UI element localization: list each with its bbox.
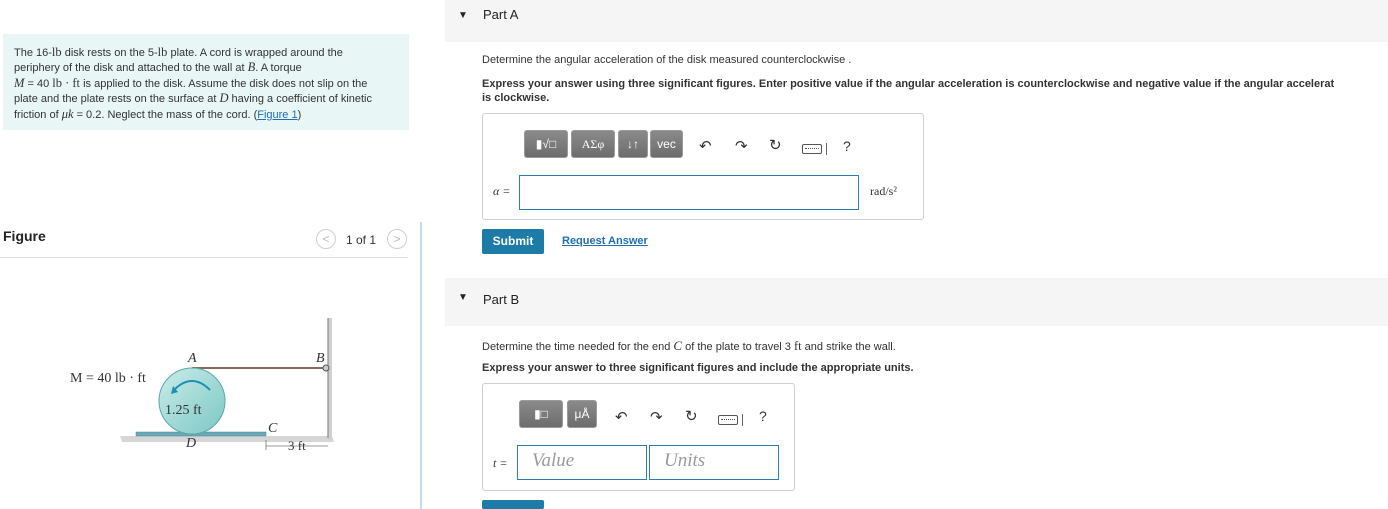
request-answer-link[interactable]: Request Answer — [562, 235, 648, 247]
help-icon[interactable]: ? — [843, 138, 851, 154]
value-placeholder: Value — [532, 450, 575, 471]
part-a-title: Part A — [483, 7, 519, 22]
symbol-m: M — [14, 75, 25, 90]
problem-text: The 16- — [14, 47, 52, 59]
undo-icon[interactable]: ↶ — [699, 138, 712, 155]
part-b-answer-box — [482, 383, 795, 491]
figure-link[interactable]: Figure 1 — [257, 108, 298, 121]
sort-arrows-button[interactable]: ↓↑ — [618, 130, 648, 158]
part-a-question: Determine the angular acceleration of the disk measured counterclockwise . — [482, 54, 852, 66]
part-b-header[interactable] — [445, 278, 1388, 326]
keyboard-icon[interactable] — [718, 415, 738, 425]
alpha-label: α = — [493, 184, 511, 198]
reset-icon[interactable]: ↻ — [769, 137, 782, 154]
question-text: and strike the wall. — [801, 341, 896, 353]
part-a-instruction: Express your answer using three significant figures. Enter positive value if the angular acceleration is counterclockwise and negative value if the angular accelerat — [482, 78, 1335, 90]
label-c: C — [268, 421, 278, 436]
units-placeholder: Units — [664, 450, 706, 471]
symbol-c: C — [673, 338, 683, 353]
part-b-instruction: Express your answer to three significant figures and include the appropriate units. — [482, 362, 914, 374]
figure-counter: 1 of 1 — [346, 233, 377, 247]
part-a-header[interactable] — [445, 0, 1388, 42]
question-text: of the plate to travel 3 — [682, 341, 794, 353]
part-a-instruction-cont: is clockwise. — [482, 92, 550, 104]
value-input[interactable] — [517, 445, 647, 480]
problem-text: disk rests on the 5- — [61, 47, 158, 59]
redo-icon[interactable]: ↷ — [650, 409, 663, 426]
undo-icon[interactable]: ↶ — [615, 409, 628, 426]
label-d: D — [186, 436, 197, 451]
collapse-arrow-icon[interactable]: ▼ — [458, 292, 468, 303]
label-a: A — [188, 351, 197, 366]
reset-icon[interactable]: ↻ — [685, 408, 698, 425]
greek-symbols-button[interactable]: ΑΣφ — [571, 130, 615, 158]
unit-lb: lb — [51, 45, 62, 59]
label-radius: 1.25 ft — [165, 403, 202, 418]
symbol-d: D — [219, 91, 229, 106]
toolbar-separator — [826, 143, 827, 155]
keyboard-icon[interactable] — [802, 144, 822, 154]
symbol-b: B — [247, 60, 256, 75]
vector-button[interactable]: vec — [650, 130, 683, 158]
problem-text: = 0.2. Neglect the mass of the cord. ( — [73, 108, 258, 121]
symbol-mu: μk — [61, 106, 74, 121]
time-label: t = — [493, 456, 508, 470]
redo-icon[interactable]: ↷ — [735, 138, 748, 155]
help-icon[interactable]: ? — [759, 408, 767, 424]
toolbar-separator — [742, 414, 743, 426]
torque-units: lb · ft — [52, 75, 81, 90]
figure-diagram — [60, 310, 350, 470]
part-b-question — [482, 338, 896, 354]
next-figure-button[interactable]: > — [387, 229, 407, 249]
panel-divider — [420, 222, 422, 509]
left-panel — [0, 0, 420, 509]
alpha-units: rad/s² — [870, 184, 897, 198]
problem-text: . A torque — [255, 62, 302, 75]
collapse-arrow-icon[interactable]: ▼ — [458, 10, 468, 21]
part-b-title: Part B — [483, 292, 520, 307]
label-distance: 3 ft — [288, 438, 306, 453]
problem-text: ) — [297, 108, 302, 121]
previous-figure-button[interactable]: < — [316, 229, 336, 249]
wall — [328, 318, 332, 440]
problem-statement — [3, 34, 409, 130]
units-input[interactable] — [649, 445, 779, 480]
part-a-answer-box — [482, 113, 924, 220]
problem-text: plate. A cord is wrapped around the — [167, 47, 343, 59]
problem-text: periphery of the disk and attached to the wall at — [14, 62, 248, 75]
problem-text: friction of — [14, 108, 62, 121]
figure-title: Figure — [3, 228, 46, 244]
templates-button[interactable]: ▮□ — [519, 400, 563, 428]
templates-button[interactable]: ▮√□ — [524, 130, 568, 158]
alpha-input[interactable] — [519, 175, 859, 210]
figure-header — [0, 226, 408, 258]
problem-text: plate and the plate rests on the surface at — [14, 93, 220, 106]
problem-text: = 40 — [24, 77, 53, 90]
unit-lb: lb — [157, 45, 168, 59]
problem-text: having a coefficient of kinetic — [228, 93, 372, 106]
problem-text: is applied to the disk. Assume the disk does not slip on the — [80, 77, 368, 90]
question-text: Determine the time needed for the end — [482, 341, 674, 353]
disk — [159, 368, 225, 434]
units-button[interactable]: μÅ — [567, 400, 597, 428]
submit-button[interactable]: Submit — [482, 229, 544, 254]
label-torque: M = 40 lb · ft — [70, 371, 146, 386]
unit-ft: ft — [793, 339, 802, 353]
submit-button-partial[interactable] — [482, 500, 544, 509]
label-b: B — [316, 351, 325, 366]
